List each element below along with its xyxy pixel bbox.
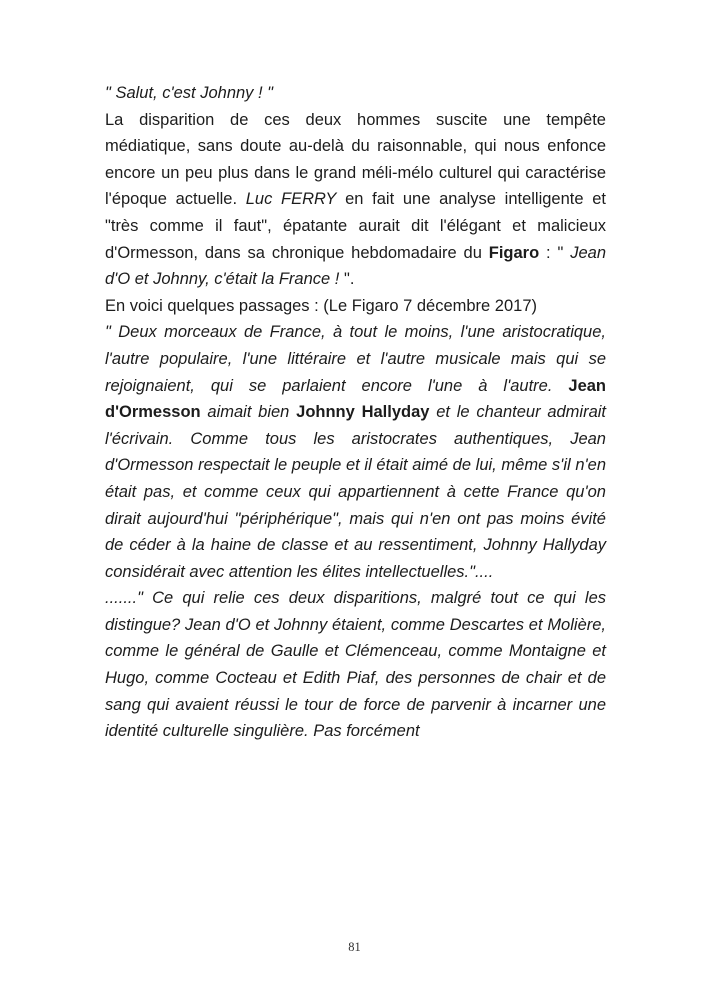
paragraph [105, 319, 606, 585]
page-footer [0, 938, 709, 956]
paragraph [105, 107, 606, 293]
text-run: Luc FERRY [245, 190, 337, 209]
text-run: Jean d'Ormesson [105, 376, 606, 422]
text-run: Figaro [488, 243, 540, 262]
paragraph [105, 80, 606, 107]
text-run: " Salut, c'est Johnny ! " [105, 84, 274, 102]
text-run: La disparition de ces deux hommes suscite une tempête médiatique, sans doute au-delà du raisonnable, qui nous enfonce encore un peu plus dans le grand méli-mélo culturel qui caractérise l'époque actuelle. [105, 110, 606, 209]
text-run: " Deux morceaux de France, à tout le moins, l'une aristocratique, l'autre populaire, l'une littéraire et l'autre musicale mais qui se rejoignaient, qui se parlaient encore l'une à l'autre. [105, 323, 606, 395]
text-run: Jean d'O et Johnny, c'était la France ! [105, 243, 606, 289]
text-run: Johnny Hallyday [296, 403, 430, 422]
text-run: aimait bien [200, 403, 297, 422]
text-run: ". [339, 270, 355, 289]
text-block [105, 80, 606, 745]
text-run: : " [539, 243, 571, 262]
text-run: et le chanteur admirait l'écrivain. Comme tous les aristocrates authentiques, Jean d'Ormesson respectait le peuple et il était aimé de lui, même s'il n'en était pas, et comme ceux qui appartiennent à cette France qu'on dirait aujourd'hui "périphérique", mais qui n'en ont pas moins évité de céder à la haine de classe et au ressentiment, Johnny Hallyday considérait avec attention les élites intellectuelles.".... [105, 403, 607, 581]
text-run: En voici quelques passages : (Le Figaro 7 décembre 2017) [105, 296, 538, 315]
page-number: 81 [348, 940, 361, 954]
text-run: ......." Ce qui relie ces deux disparitions, malgré tout ce qui les distingue? Jean d'O et Johnny étaient, comme Descartes et Molière, comme le général de Gaulle et Clémenceau, comme Montaigne et Hugo, comme Cocteau et Edith Piaf, des personnes de chair et de sang qui avaient réussi le tour de force de parvenir à incarner une identité culturelle singulière. Pas forcément [105, 589, 606, 741]
text-run: en fait une analyse intelligente et "très comme il faut", épatante aurait dit l'élégant et malicieux d'Ormesson, dans sa chronique hebdomadaire du [105, 190, 607, 262]
paragraph [105, 293, 606, 320]
paragraph [105, 585, 606, 745]
